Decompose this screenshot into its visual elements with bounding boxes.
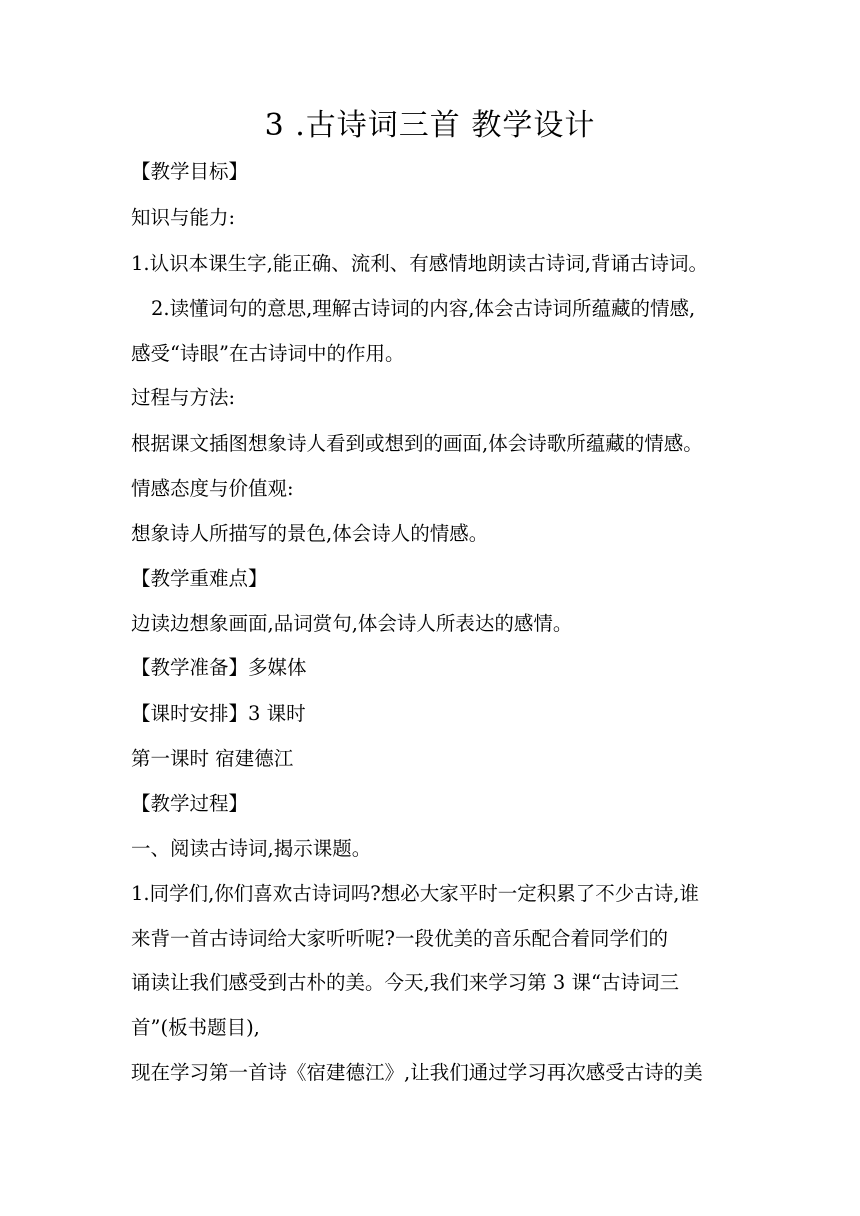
paragraph-line: 现在学习第一首诗《宿建德江》,让我们通过学习再次感受古诗的美 — [131, 1061, 703, 1084]
paragraph-line: 1.同学们,你们喜欢古诗词吗?想必大家平时一定积累了不少古诗,谁 — [131, 882, 699, 905]
paragraph-line: 来背一首古诗词给大家听听呢?一段优美的音乐配合着同学们的 — [131, 927, 668, 950]
paragraph-line: 边读边想象画面,品词赏句,体会诗人所表达的感情。 — [131, 612, 573, 635]
paragraph-line: 首”(板书题目), — [131, 1016, 260, 1039]
section-heading-objectives: 【教学目标】 — [131, 160, 249, 183]
step-heading: 一、阅读古诗词,揭示课题。 — [131, 837, 372, 860]
paragraph-line: 感受“诗眼”在古诗词中的作用。 — [131, 342, 405, 365]
paragraph-line: 根据课文插图想象诗人看到或想到的画面,体会诗歌所蕴藏的情感。 — [131, 432, 703, 455]
paragraph-line: 1.认识本课生字,能正确、流利、有感情地朗读古诗词,背诵古诗词。 — [131, 252, 709, 275]
paragraph-line: 想象诗人所描写的景色,体会诗人的情感。 — [131, 522, 489, 545]
section-heading-schedule: 【课时安排】3 课时 — [131, 702, 306, 725]
subheading-knowledge: 知识与能力: — [131, 206, 236, 229]
paragraph-line: 2.读懂词句的意思,理解古诗词的内容,体会古诗词所蕴藏的情感, — [151, 297, 696, 320]
subheading-process: 过程与方法: — [131, 386, 236, 409]
section-heading-process: 【教学过程】 — [131, 792, 249, 815]
lesson-heading: 第一课时 宿建德江 — [131, 747, 294, 770]
paragraph-line: 诵读让我们感受到古朴的美。今天,我们来学习第 3 课“古诗词三 — [131, 971, 679, 994]
subheading-attitude: 情感态度与价值观: — [131, 477, 294, 500]
section-heading-key-points: 【教学重难点】 — [131, 567, 268, 590]
section-heading-preparation: 【教学准备】多媒体 — [131, 656, 307, 679]
document-title: 3 .古诗词三首 教学设计 — [264, 108, 596, 143]
